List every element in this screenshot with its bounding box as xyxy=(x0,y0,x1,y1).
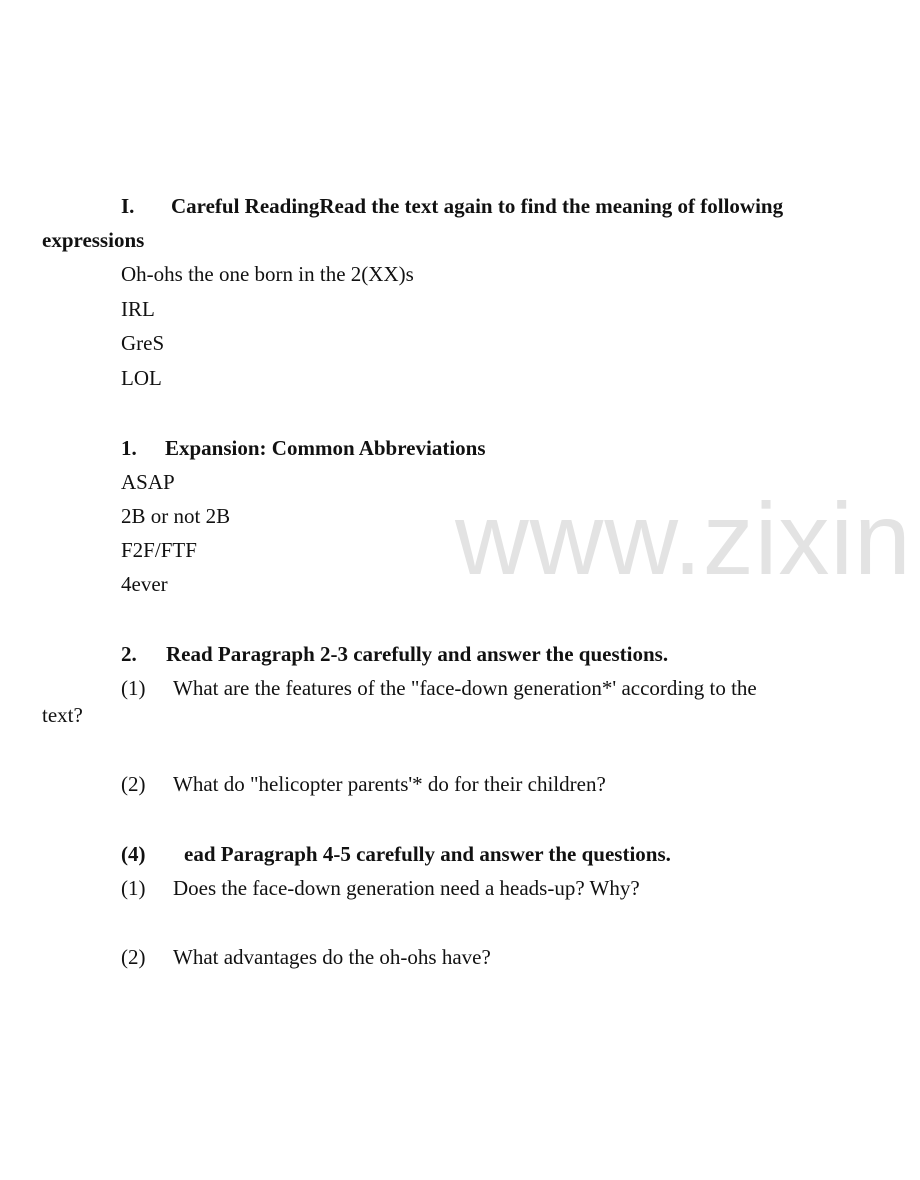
expression-item: GreS xyxy=(121,331,165,355)
section-i-heading-line1: Careful ReadingRead the text again to find the meaning of following xyxy=(171,194,784,218)
question-text: What are the features of the "face-down generation*' according to the xyxy=(173,676,757,700)
abbreviation-item: F2F/FTF xyxy=(121,538,197,562)
question-text: Does the face-down generation need a heads-up? Why? xyxy=(173,876,640,900)
expression-item: Oh-ohs the one born in the 2(XX)s xyxy=(121,262,414,286)
section-4-heading xyxy=(121,844,671,865)
abbreviation-item: ASAP xyxy=(121,470,175,494)
section-1-heading-text: Expansion: Common Abbreviations xyxy=(165,436,486,460)
expression-item: LOL xyxy=(121,366,162,390)
question-number: (2) xyxy=(121,945,146,969)
section-i-number: I. xyxy=(121,194,135,218)
section-2-heading-text: Read Paragraph 2-3 carefully and answer the questions. xyxy=(166,642,669,666)
question-item xyxy=(121,678,757,699)
question-text: What advantages do the oh-ohs have? xyxy=(173,945,491,969)
section-1-heading xyxy=(121,438,486,459)
abbreviation-item: 2B or not 2B xyxy=(121,504,231,528)
section-i-heading xyxy=(121,196,783,217)
section-1-number: 1. xyxy=(121,436,137,460)
question-item xyxy=(121,774,606,795)
question-item xyxy=(121,878,640,899)
question-item xyxy=(121,947,491,968)
question-text: What do "helicopter parents'* do for their children? xyxy=(173,772,606,796)
question-number: (1) xyxy=(121,876,146,900)
expression-item: IRL xyxy=(121,297,155,321)
question-number: (1) xyxy=(121,676,146,700)
watermark-text: www.zixin xyxy=(455,482,912,596)
question-text-continued: text? xyxy=(42,703,83,727)
question-number: (2) xyxy=(121,772,146,796)
section-i-heading-line2: expressions xyxy=(42,228,145,252)
section-4-number: (4) xyxy=(121,842,146,866)
section-2-heading xyxy=(121,644,668,665)
section-4-heading-text: ead Paragraph 4-5 carefully and answer the questions. xyxy=(184,842,671,866)
abbreviation-item: 4ever xyxy=(121,572,168,596)
section-2-number: 2. xyxy=(121,642,137,666)
